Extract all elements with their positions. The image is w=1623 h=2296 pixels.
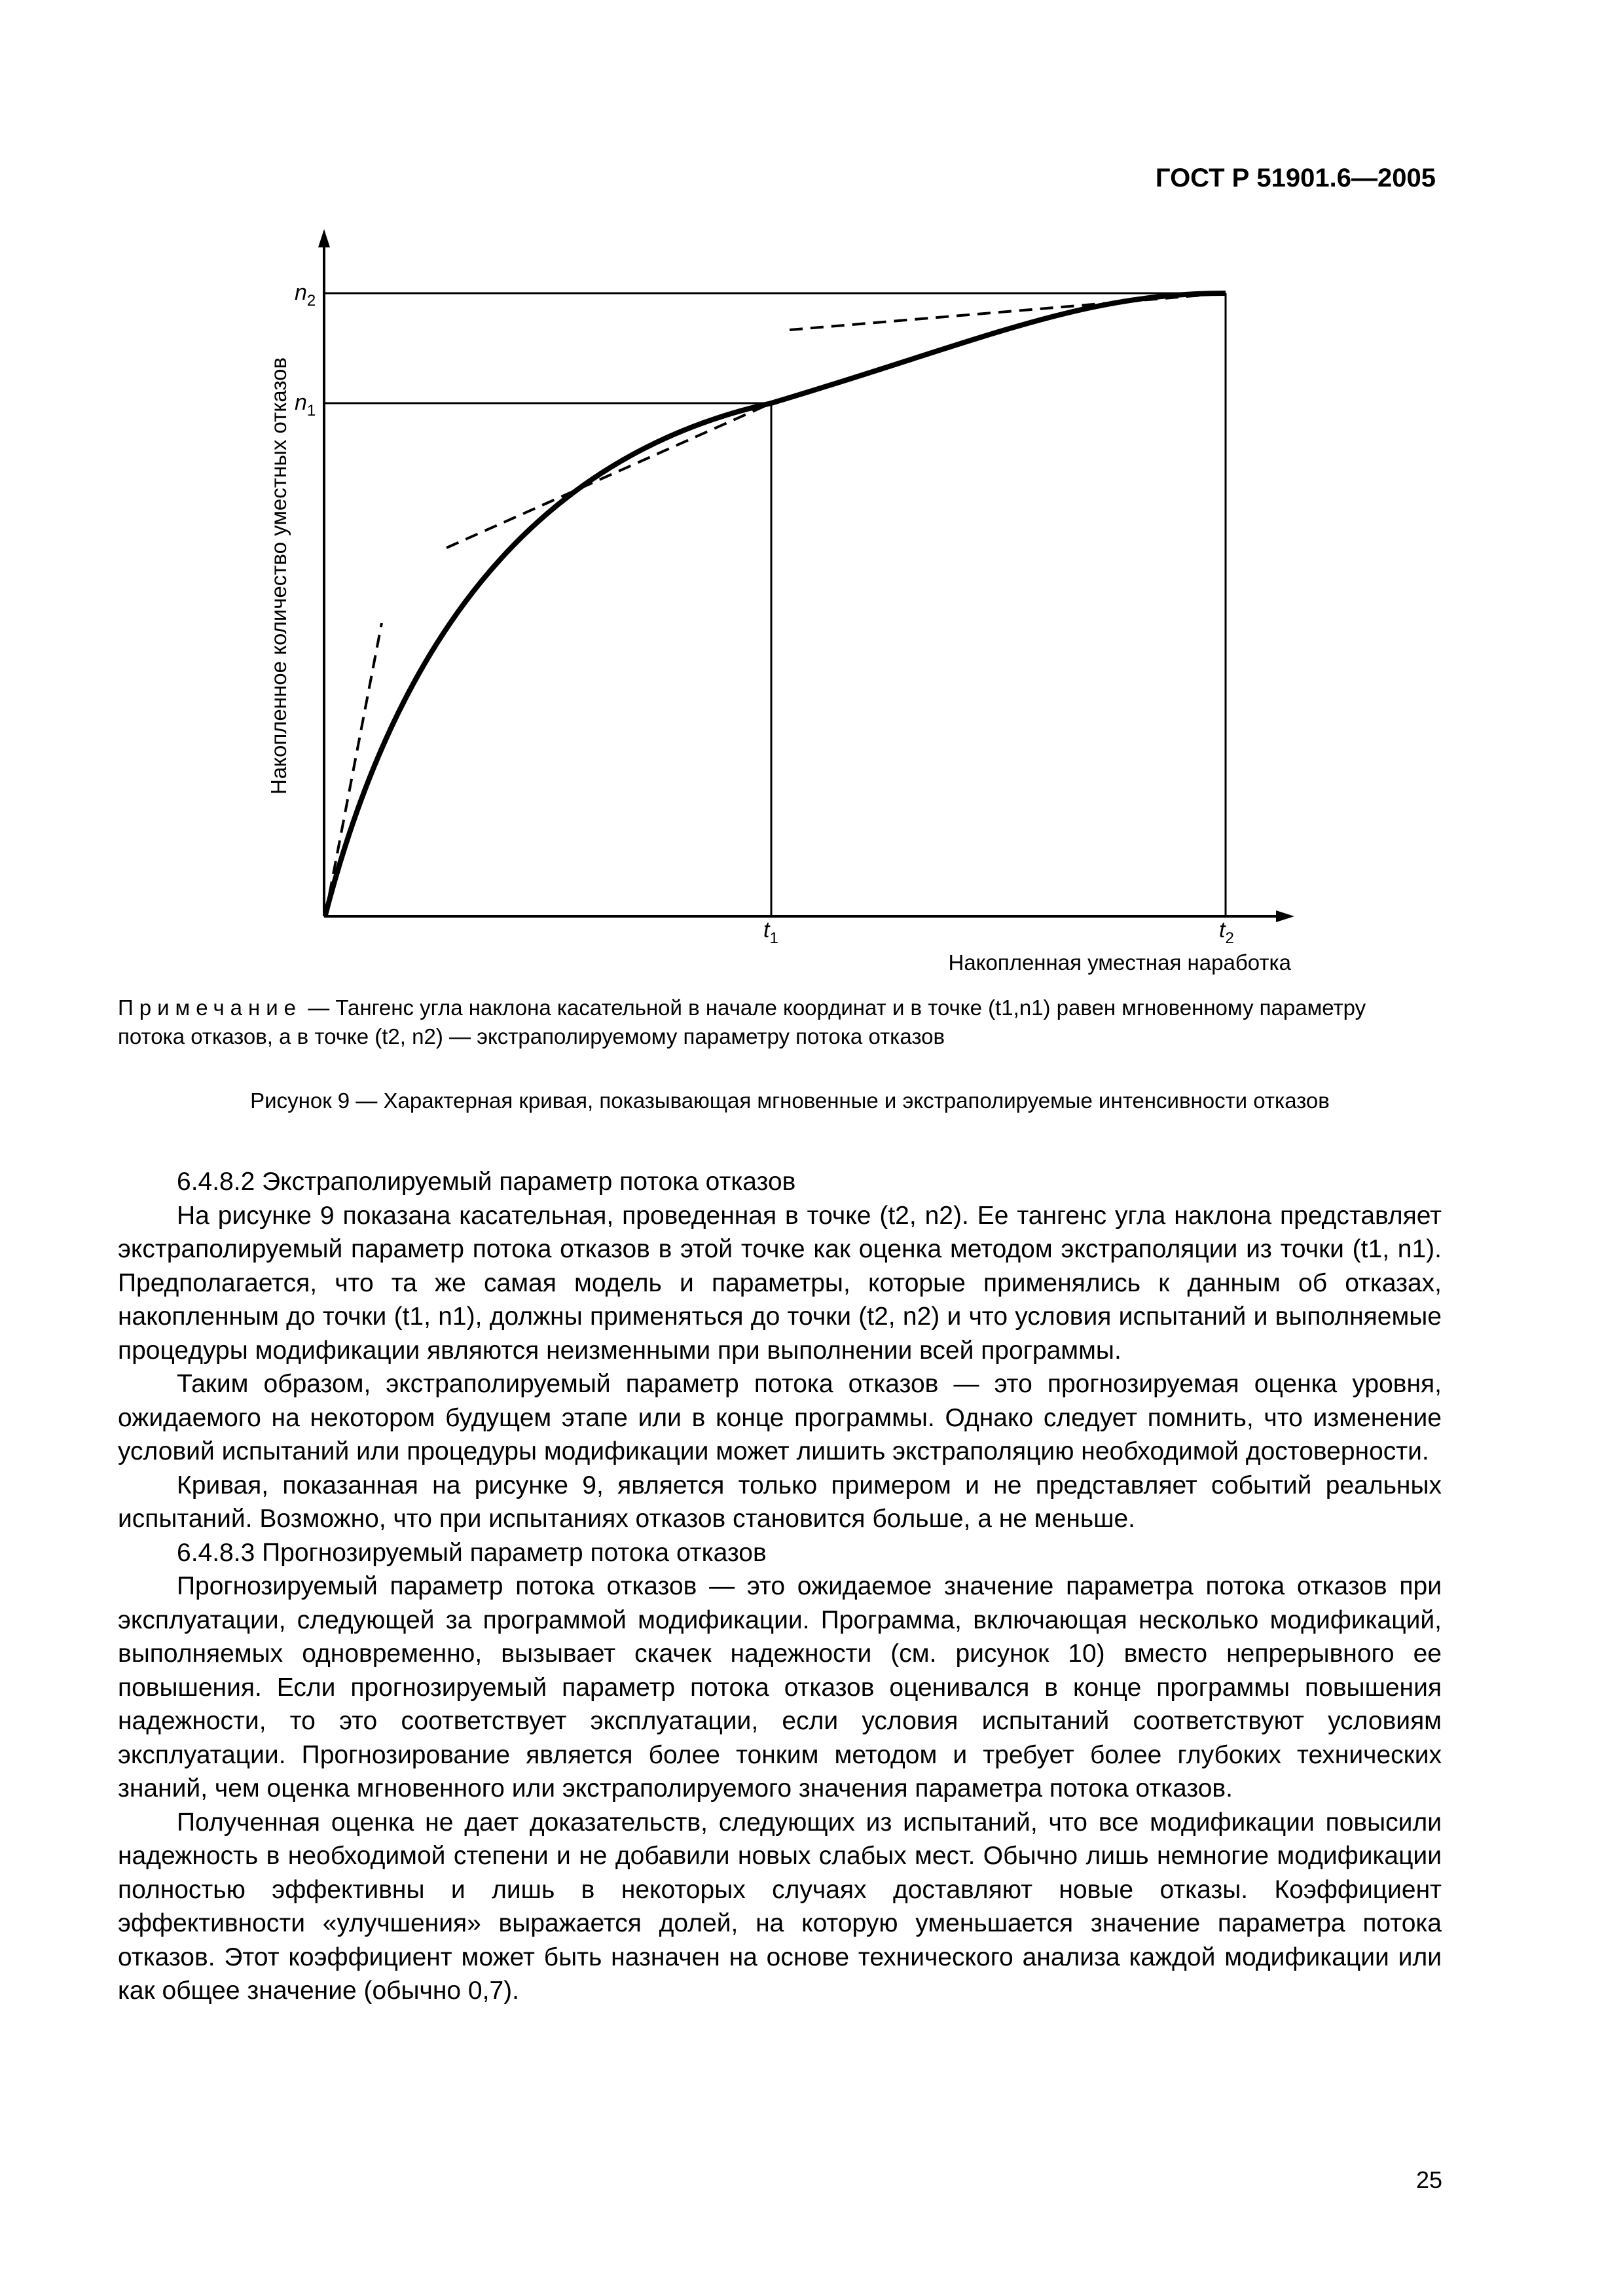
tick-t1: $t_1$ — [763, 918, 778, 947]
cumulative-failures-curve — [325, 293, 1226, 915]
page-number: 25 — [1415, 2166, 1442, 2193]
tangent-t1 — [447, 403, 771, 548]
paragraph: Таким образом, экстраполируемый параметр потока отказов — это прогнозируемая оценка уровня, ожидаемого на некотором будущем этапе или в конце программы. Однако следует помнить, что изменение условий испытаний или процедуры модификации может лишить экстраполяцию необходимой достоверности. — [118, 1370, 1442, 1465]
y-axis-arrow — [318, 229, 330, 247]
figure-caption: Рисунок 9 — Характерная кривая, показывающая мгновенные и экстраполируемые интенсивности отказов — [250, 1088, 1330, 1113]
tick-n2: $n_2$ — [295, 280, 316, 310]
tick-n1: $n_1$ — [295, 390, 316, 420]
paragraph: На рисунке 9 показана касательная, проведенная в точке (t2, n2). Ее тангенс угла наклона представляет экстраполируемый параметр потока отказов в этой точке как оценка методом экстраполяции из точки (t1, n1). Предполагается, что та же самая модель и параметры, которые применялись к данным об отказах, накопленным до точки (t1, n1), должны применяться до точки (t2, n2) и что условия испытаний и выполняемые процедуры модификации являются неизменными при выполнении всей программы. — [118, 1201, 1442, 1365]
figure-note — [118, 994, 1436, 1051]
note-tag: Примечание — [118, 996, 302, 1020]
x-axis-label: Накопленная уместная наработка — [948, 950, 1291, 975]
body-text — [118, 1165, 1442, 2008]
y-axis-label: Накопленное количество уместных отказов — [266, 357, 291, 795]
paragraph: Прогнозируемый параметр потока отказов — это ожидаемое значение параметра потока отказов при эксплуатации, следующей за программой модификации. Программа, включающая несколько модификаций, выполняемых одновременно, вызывает скачек надежности (см. рисунок 10) вместо непрерывного ее повышения. Если прогнозируемый параметр потока отказов оценивался в конце программы повышения надежности, то это соответствует эксплуатации, если условия испытаний соответствуют условиям эксплуатации. Прогнозирование является более тонким методом и требует более глубоких технических знаний, чем оценка мгновенного или экстраполируемого значения параметра потока отказов. — [118, 1572, 1442, 1803]
paragraph: Кривая, показанная на рисунке 9, является только примером и не представляет событий реальных испытаний. Возможно, что при испытаниях отказов становится больше, а не меньше. — [118, 1471, 1442, 1533]
note-text: — Тангенс угла наклона касательной в начале координат и в точке (t1,n1) равен мгновенному параметру потока отказов, а в точке (t2, n2) — экстраполируемому параметру потока отказов — [118, 996, 1366, 1049]
section-heading: 6.4.8.2 Экстраполируемый параметр потока отказов — [177, 1168, 796, 1196]
figure-9-chart — [0, 0, 1623, 995]
x-axis-arrow — [1276, 910, 1294, 922]
section-heading: 6.4.8.3 Прогнозируемый параметр потока отказов — [177, 1538, 767, 1567]
tick-t2: $t_2$ — [1219, 918, 1234, 947]
standard-header: ГОСТ Р 51901.6—2005 — [1155, 164, 1436, 192]
paragraph: Полученная оценка не дает доказательств, следующих из испытаний, что все модификации повысили надежность в необходимой степени и не добавили новых слабых мест. Обычно лишь немногие модификации полностью эффективны и лишь в некоторых случаях доставляют новые отказы. Коэффициент эффективности «улучшения» выражается долей, на которую уменьшается значение параметра потока отказов. Этот коэффициент может быть назначен на основе технического анализа каждой модификации или как общее значение (обычно 0,7). — [118, 1808, 1442, 2005]
